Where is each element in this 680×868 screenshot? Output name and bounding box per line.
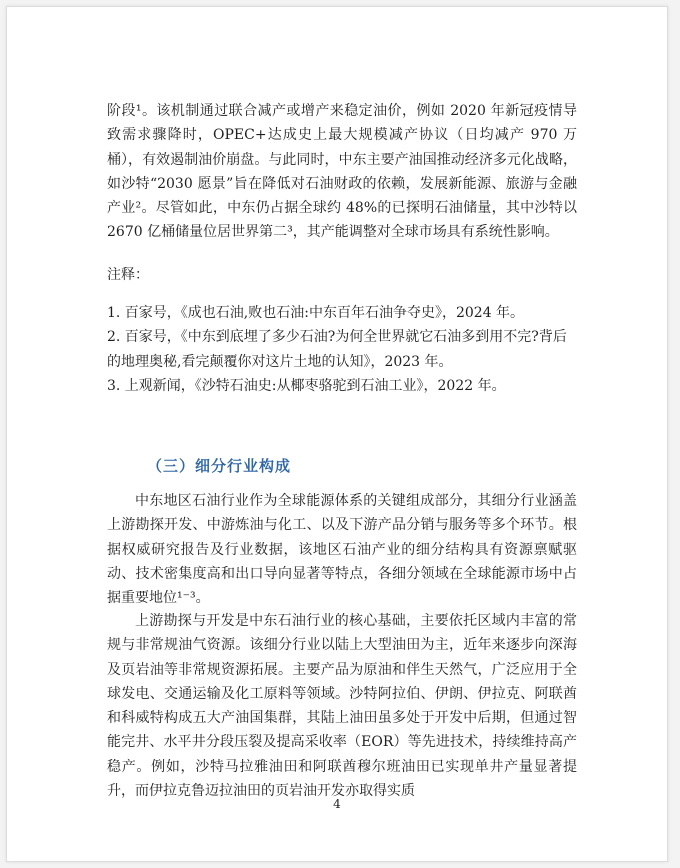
section-heading: （三）细分行业构成 [147, 457, 292, 475]
notes-title: 注释： [107, 267, 149, 283]
notes-list [107, 301, 577, 398]
section-paragraph-1: 中东地区石油行业作为全球能源体系的关键组成部分，其细分行业涵盖上游勘探开发、中游炼油与化工、以及下游产品分销与服务等多个环节。根据权威研究报告及行业数据，该地区石油产业的细分结构具有资源禀赋驱动、技术密集度高和出口导向显著等特点，各细分领域在全球能源市场中占据重要地位¹⁻³。 [107, 493, 577, 607]
document-page [6, 6, 668, 862]
note-item-3: 3. 上观新闻，《沙特石油史:从椰枣骆驼到石油工业》，2022 年。 [107, 377, 506, 394]
page-number: 4 [333, 797, 341, 811]
note-item-2: 2. 百家号，《中东到底埋了多少石油?为何全世界就它石油多到用不完?背后的地理奥秘,看完颠覆你对这片土地的认知》，2023 年。 [107, 329, 567, 370]
section-paragraph-2: 上游勘探与开发是中东石油行业的核心基础，主要依托区域内丰富的常规与非常规油气资源。该细分行业以陆上大型油田为主，近年来逐步向深海及页岩油等非常规资源拓展。主要产品为原油和伴生天然气，广泛应用于全球发电、交通运输及化工原料等领域。沙特阿拉伯、伊朗、伊拉克、阿联酋和科威特构成五大产油国集群，其陆上油田虽多处于开发中后期，但通过智能完井、水平井分段压裂及提高采收率（EOR）等先进技术，持续维持高产稳产。例如，沙特马拉雅油田和阿联酋穆尔班油田已实现单井产量显著提升，而伊拉克鲁迈拉油田的页岩油开发亦取得实质 [107, 613, 577, 800]
top-paragraph: 阶段¹。该机制通过联合减产或增产来稳定油价，例如 2020 年新冠疫情导致需求骤降时，OPEC+达成史上最大规模减产协议（日均减产 970 万桶），有效遏制油价崩盘。与此同时，中东主要产油国推动经济多元化战略，如沙特“2030 愿景”旨在降低对石油财政的依赖，发展新能源、旅游与金融产业²。尽管如此，中东仍占据全球约 48%的已探明石油储量，其中沙特以 2670 亿桶储量位居世界第二³，其产能调整对全球市场具有系统性影响。 [107, 103, 577, 241]
note-item-1: 1. 百家号，《成也石油,败也石油:中东百年石油争夺史》，2024 年。 [107, 305, 525, 321]
